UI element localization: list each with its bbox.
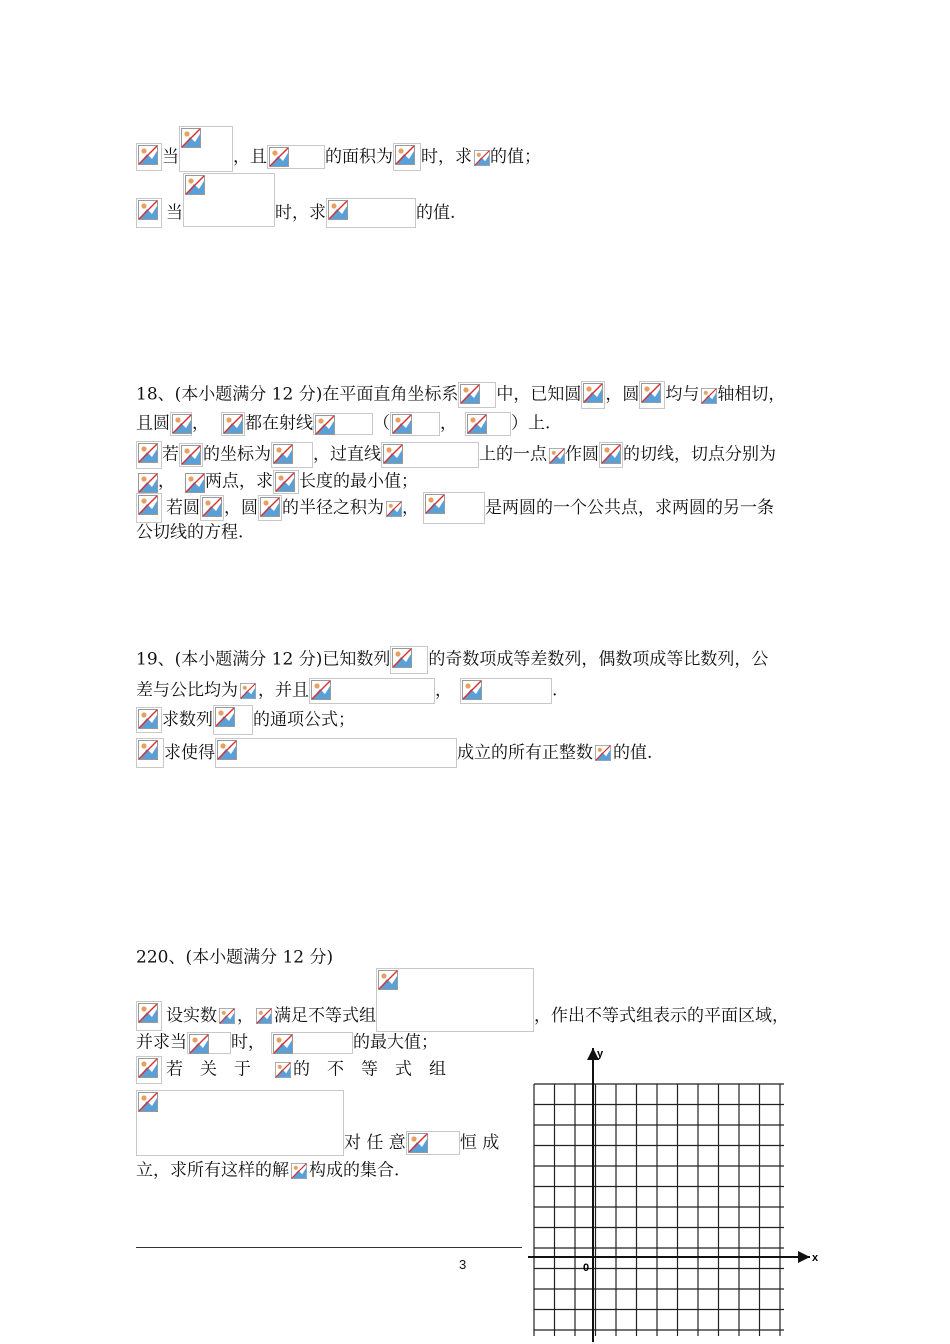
- broken-image-icon: [138, 473, 158, 493]
- formula-image: [136, 738, 164, 768]
- text: 时，: [231, 1032, 265, 1053]
- broken-image-icon: [138, 1003, 158, 1023]
- broken-image-icon: [291, 1163, 307, 1179]
- text: ，圆: [224, 498, 258, 518]
- formula-image: [267, 145, 325, 169]
- text: 恒 成: [459, 1133, 500, 1153]
- q18-line-1: [136, 380, 785, 408]
- text: 构成的集合.: [309, 1160, 400, 1181]
- broken-image-icon: [202, 497, 222, 517]
- broken-image-icon: [138, 740, 158, 760]
- broken-image-icon: [425, 494, 445, 514]
- text: ，: [440, 413, 457, 434]
- text: ，: [402, 498, 419, 518]
- formula-image: [289, 1161, 309, 1181]
- formula-image: [183, 471, 205, 493]
- coordinate-grid-figure: [524, 1046, 824, 1344]
- broken-image-icon: [138, 495, 158, 515]
- broken-image-icon: [185, 473, 205, 493]
- text: 并求当: [136, 1032, 187, 1053]
- broken-image-icon: [328, 200, 348, 220]
- text: ）上.: [511, 413, 551, 434]
- broken-image-icon: [583, 383, 603, 403]
- formula-image: [238, 681, 258, 701]
- q20-line-2: [136, 1028, 438, 1056]
- formula-image: [187, 1032, 231, 1054]
- broken-image-icon: [138, 145, 158, 165]
- broken-image-icon: [185, 175, 205, 195]
- broken-image-icon: [595, 745, 611, 761]
- q19-line-3: [136, 705, 355, 733]
- text: 若 关 于: [166, 1059, 251, 1080]
- formula-image: [271, 442, 313, 468]
- q20-line-3: [136, 1055, 446, 1083]
- q18-line-3: [136, 440, 776, 468]
- formula-image: [313, 413, 373, 435]
- x-axis-label: x: [812, 1252, 819, 1264]
- text: 的 不 等 式 组: [293, 1059, 446, 1080]
- formula-image: [390, 412, 440, 436]
- text: 求数列: [162, 710, 213, 730]
- broken-image-icon: [138, 1092, 158, 1112]
- broken-image-icon: [181, 445, 201, 465]
- q18-line-2: [136, 409, 550, 437]
- text: ，并且: [258, 680, 309, 701]
- text: ，圆: [605, 384, 640, 405]
- broken-image-icon: [215, 707, 235, 727]
- text: 的通项公式；: [253, 710, 355, 730]
- text: 的最大值；: [353, 1032, 438, 1053]
- formula-image: [273, 470, 299, 494]
- q20-line-4: [136, 1110, 500, 1153]
- broken-image-icon: [460, 384, 480, 404]
- broken-image-icon: [467, 414, 487, 434]
- formula-image: [136, 707, 162, 733]
- text: 的切线，切点分别为: [623, 444, 776, 465]
- text: ，: [158, 471, 175, 492]
- text: 求使得: [164, 743, 215, 763]
- formula-image: [376, 968, 534, 1032]
- text: .: [552, 680, 558, 701]
- broken-image-icon: [378, 970, 398, 990]
- q20-line-1: [136, 984, 789, 1026]
- broken-image-icon: [392, 648, 412, 668]
- broken-image-icon: [269, 147, 289, 167]
- text: 作圆: [565, 444, 599, 465]
- broken-image-icon: [311, 680, 331, 700]
- text: 是两圆的一个公共点，求两圆的另一条: [485, 498, 774, 518]
- formula-image: [271, 1032, 353, 1054]
- broken-image-icon: [474, 150, 490, 166]
- text: 时，求: [421, 147, 472, 167]
- formula-image: [136, 1056, 162, 1084]
- text: 设实数: [166, 1006, 217, 1026]
- question-header: 19、(本小题满分 12 分)已知数列: [136, 649, 391, 670]
- formula-image: [213, 705, 253, 735]
- text: （: [373, 413, 390, 434]
- text: 若圆: [166, 498, 200, 518]
- formula-image: [390, 646, 428, 674]
- text: 对 任 意: [344, 1133, 406, 1153]
- footer-rule: [136, 1247, 522, 1248]
- broken-image-icon: [549, 448, 565, 464]
- broken-image-icon: [392, 414, 412, 434]
- formula-image: [258, 495, 282, 521]
- broken-image-icon: [256, 1008, 272, 1024]
- formula-image: [183, 173, 275, 227]
- broken-image-icon: [223, 414, 243, 434]
- text: 当: [162, 147, 179, 167]
- broken-image-icon: [217, 740, 237, 760]
- broken-image-icon: [172, 414, 192, 434]
- formula-image: [221, 412, 245, 436]
- broken-image-icon: [408, 1133, 428, 1153]
- text: 当: [166, 203, 183, 223]
- text: 且圆: [136, 413, 170, 434]
- formula-image: [384, 499, 402, 517]
- q19-line-2: [136, 676, 557, 704]
- text: 轴相切，: [717, 384, 786, 405]
- q19-line-1: [136, 645, 768, 673]
- q20-header-line: [136, 943, 333, 971]
- text: ，过直线: [313, 444, 381, 465]
- text: 成立的所有正整数: [457, 743, 593, 763]
- formula-image: [458, 382, 496, 408]
- text: 的坐标为: [203, 444, 271, 465]
- text: 的值；: [490, 147, 541, 167]
- broken-image-icon: [138, 1058, 158, 1078]
- text: ，且: [233, 147, 267, 167]
- formula-image: [136, 471, 158, 493]
- page-number: 3: [459, 1257, 467, 1272]
- q18-line-6: [136, 518, 243, 546]
- text: 的值.: [613, 743, 653, 763]
- text: 时，求: [275, 203, 326, 223]
- question-header: 18、(本小题满分 12 分)在平面直角坐标系: [136, 384, 459, 405]
- broken-image-icon: [601, 444, 621, 464]
- text: ，作出不等式组表示的平面区域，: [534, 1006, 789, 1026]
- broken-image-icon: [273, 444, 293, 464]
- formula-image: [179, 126, 233, 172]
- text: 两点，求: [205, 471, 273, 492]
- broken-image-icon: [219, 1008, 235, 1024]
- text: 上的一点: [479, 444, 547, 465]
- formula-image: [460, 678, 552, 704]
- broken-image-icon: [138, 200, 158, 220]
- broken-image-icon: [189, 1034, 209, 1054]
- formula-image: [593, 743, 613, 763]
- text: 若: [162, 444, 179, 465]
- formula-image: [472, 148, 490, 166]
- formula-image: [136, 1001, 162, 1031]
- q20-line-5: [136, 1156, 399, 1184]
- text: 长度的最小值；: [299, 471, 418, 492]
- formula-image: [170, 412, 192, 436]
- formula-image: [423, 492, 485, 524]
- broken-image-icon: [138, 709, 158, 729]
- text: 公切线的方程.: [136, 522, 244, 543]
- formula-image: [217, 1006, 237, 1026]
- formula-image: [393, 143, 421, 171]
- formula-image: [326, 198, 416, 228]
- broken-image-icon: [275, 472, 295, 492]
- formula-image: [547, 446, 565, 464]
- formula-image: [179, 443, 203, 467]
- question-header: 220、(本小题满分 12 分): [136, 947, 334, 968]
- q17-part1-line: [136, 134, 541, 167]
- q17-part2-line: [136, 186, 456, 223]
- formula-image: [136, 441, 162, 469]
- broken-image-icon: [273, 1034, 293, 1054]
- broken-image-icon: [462, 680, 482, 700]
- broken-image-icon: [641, 383, 661, 403]
- broken-image-icon: [275, 1062, 291, 1078]
- broken-image-icon: [260, 497, 280, 517]
- text: 差与公比均为: [136, 680, 238, 701]
- formula-image: [309, 678, 435, 704]
- text: 的半径之积为: [282, 498, 384, 518]
- broken-image-icon: [386, 501, 402, 517]
- text: 的奇数项成等差数列，偶数项成等比数列，公: [428, 649, 769, 670]
- text: ，: [192, 413, 209, 434]
- text: 中，已知圆: [496, 384, 582, 405]
- broken-image-icon: [138, 443, 158, 463]
- broken-image-icon: [315, 415, 335, 435]
- q18-line-5: [136, 492, 774, 520]
- broken-image-icon: [395, 145, 415, 165]
- text: ，: [435, 680, 452, 701]
- formula-image: [273, 1060, 293, 1080]
- origin-label: 0: [583, 1262, 590, 1274]
- formula-image: [254, 1006, 274, 1026]
- formula-image: [599, 442, 623, 468]
- formula-image: [381, 442, 479, 468]
- broken-image-icon: [181, 128, 201, 148]
- text: 的面积为: [325, 147, 393, 167]
- y-axis-label: y: [597, 1048, 604, 1060]
- formula-image: [136, 143, 162, 171]
- text: 立，求所有这样的解: [136, 1160, 289, 1181]
- q19-line-4: [136, 738, 652, 766]
- formula-image: [136, 198, 162, 228]
- broken-image-icon: [701, 388, 717, 404]
- x-axis-arrow: [798, 1251, 810, 1263]
- text: 均与: [665, 384, 700, 405]
- formula-image: [699, 386, 717, 404]
- formula-image: [136, 1090, 344, 1156]
- formula-image: [406, 1131, 460, 1155]
- formula-image: [465, 412, 511, 436]
- formula-image: [639, 381, 665, 409]
- formula-image: [215, 738, 457, 768]
- text: 满足不等式组: [274, 1006, 376, 1026]
- q18-line-4: [136, 467, 418, 495]
- text: 都在射线: [245, 413, 313, 434]
- formula-image: [581, 381, 605, 409]
- text: ，: [237, 1006, 254, 1026]
- text: 的值.: [416, 203, 456, 223]
- broken-image-icon: [240, 683, 256, 699]
- broken-image-icon: [383, 444, 403, 464]
